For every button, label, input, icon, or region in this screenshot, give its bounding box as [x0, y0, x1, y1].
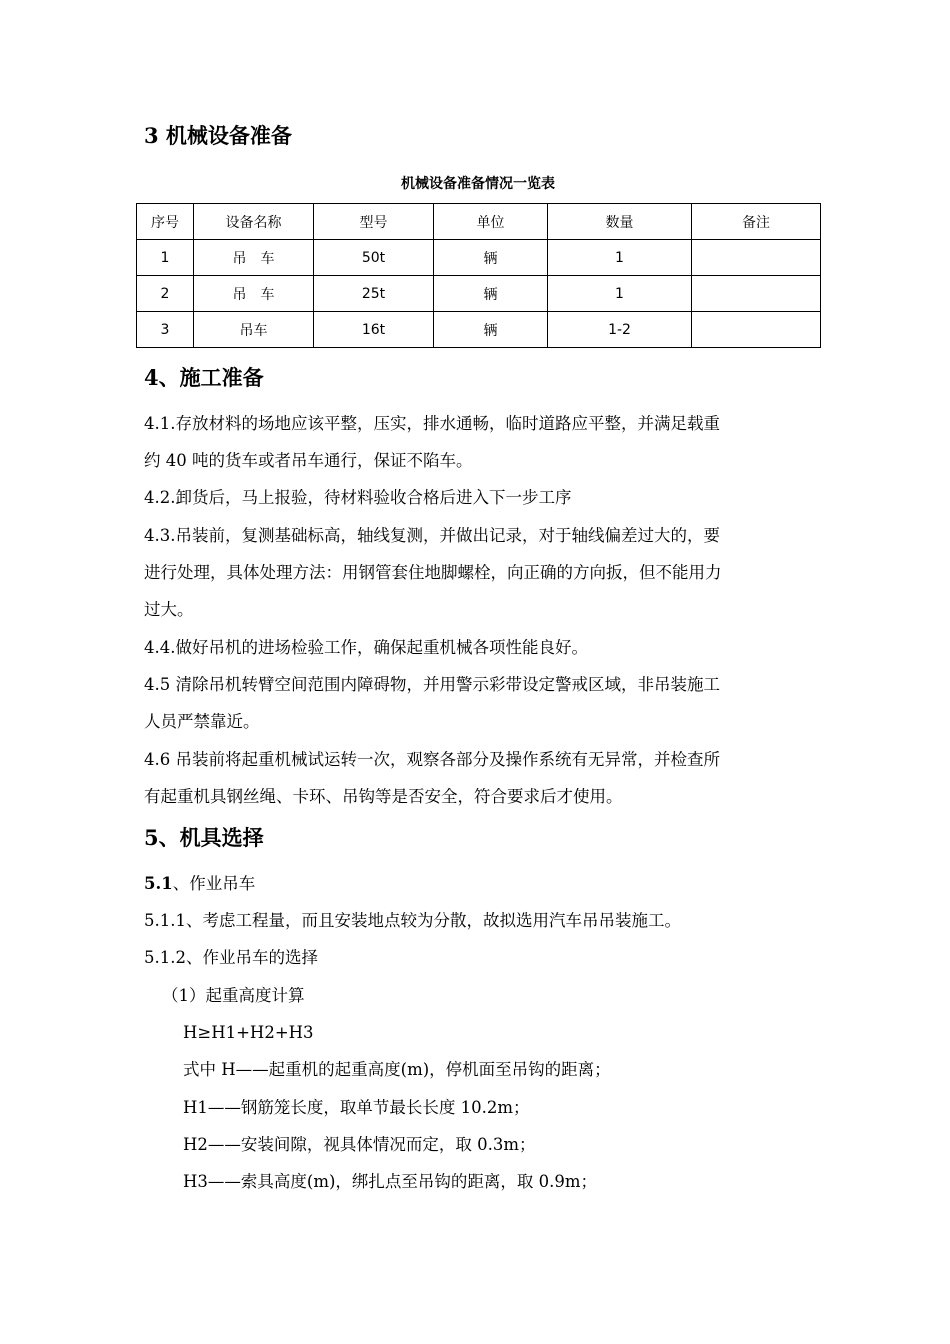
table-cell: 3	[137, 312, 194, 348]
table-cell: 50t	[314, 240, 434, 276]
paragraph-line: 4.5 清除吊机转臂空间范围内障碍物，并用警示彩带设定警戒区域，非吊装施工	[144, 675, 720, 694]
formula-line: 式中 H——起重机的起重高度(m)，停机面至吊钩的距离；	[183, 1060, 611, 1079]
table-cell: 1	[548, 276, 692, 312]
table-row	[137, 240, 821, 276]
table-cell	[692, 312, 821, 348]
subsection-number: 5.1	[144, 874, 173, 893]
formula-line: H1——钢筋笼长度，取单节最长长度 10.2m；	[183, 1098, 530, 1117]
section-5-heading: 5、机具选择	[144, 825, 264, 850]
header-cell: 序号	[137, 204, 194, 240]
paragraph-line: 5.1.2、作业吊车的选择	[144, 948, 318, 967]
paragraph-line: 有起重机具钢丝绳、卡环、吊钩等是否安全，符合要求后才使用。	[144, 787, 623, 806]
table-cell: 1	[548, 240, 692, 276]
table-cell: 16t	[314, 312, 434, 348]
paragraph-line: 4.4.做好吊机的进场检验工作，确保起重机械各项性能良好。	[144, 638, 588, 657]
header-cell: 设备名称	[194, 204, 314, 240]
table-cell: 吊 车	[194, 240, 314, 276]
table-cell: 辆	[434, 240, 548, 276]
header-cell: 数量	[548, 204, 692, 240]
table-cell: 1-2	[548, 312, 692, 348]
table-cell: 吊车	[194, 312, 314, 348]
table-cell: 25t	[314, 276, 434, 312]
subsection-title: 、作业吊车	[172, 874, 256, 893]
paragraph-line: 4.6 吊装前将起重机械试运转一次，观察各部分及操作系统有无异常，并检查所	[144, 750, 720, 769]
table-cell: 辆	[434, 312, 548, 348]
paragraph-line: 4.2.卸货后，马上报验，待材料验收合格后进入下一步工序	[144, 488, 572, 507]
table-row	[137, 312, 821, 348]
table-cell	[692, 276, 821, 312]
header-cell: 备注	[692, 204, 821, 240]
subsection-5-1-heading	[144, 874, 255, 894]
equipment-table	[136, 203, 821, 348]
paragraph-line: 5.1.1、考虑工程量，而且安装地点较为分散，故拟选用汽车吊吊装施工。	[144, 911, 681, 930]
table-cell: 吊 车	[194, 276, 314, 312]
table-caption: 机械设备准备情况一览表	[401, 176, 555, 192]
section-4-heading: 4、施工准备	[144, 365, 264, 390]
section-3-heading: 3 机械设备准备	[144, 123, 292, 148]
table-cell: 2	[137, 276, 194, 312]
table-cell	[692, 240, 821, 276]
header-cell: 型号	[314, 204, 434, 240]
paragraph-line: 4.1.存放材料的场地应该平整，压实，排水通畅，临时道路应平整，并满足载重	[144, 414, 720, 433]
paragraph-line: 过大。	[144, 600, 194, 619]
formula-line: H≥H1+H2+H3	[183, 1023, 314, 1042]
table-cell: 辆	[434, 276, 548, 312]
paragraph-line: 约 40 吨的货车或者吊车通行，保证不陷车。	[144, 451, 473, 470]
table-header-row	[137, 204, 821, 240]
formula-line: H3——索具高度(m)，绑扎点至吊钩的距离，取 0.9m；	[183, 1172, 598, 1191]
paragraph-line: 进行处理，具体处理方法：用钢管套住地脚螺栓，向正确的方向扳，但不能用力	[144, 563, 722, 582]
table-row	[137, 276, 821, 312]
paragraph-line: 4.3.吊装前，复测基础标高，轴线复测，并做出记录，对于轴线偏差过大的，要	[144, 526, 720, 545]
calc-title: （1）起重高度计算	[162, 986, 305, 1005]
paragraph-line: 人员严禁靠近。	[144, 712, 260, 731]
header-cell: 单位	[434, 204, 548, 240]
formula-line: H2——安装间隙，视具体情况而定，取 0.3m；	[183, 1135, 536, 1154]
table-cell: 1	[137, 240, 194, 276]
